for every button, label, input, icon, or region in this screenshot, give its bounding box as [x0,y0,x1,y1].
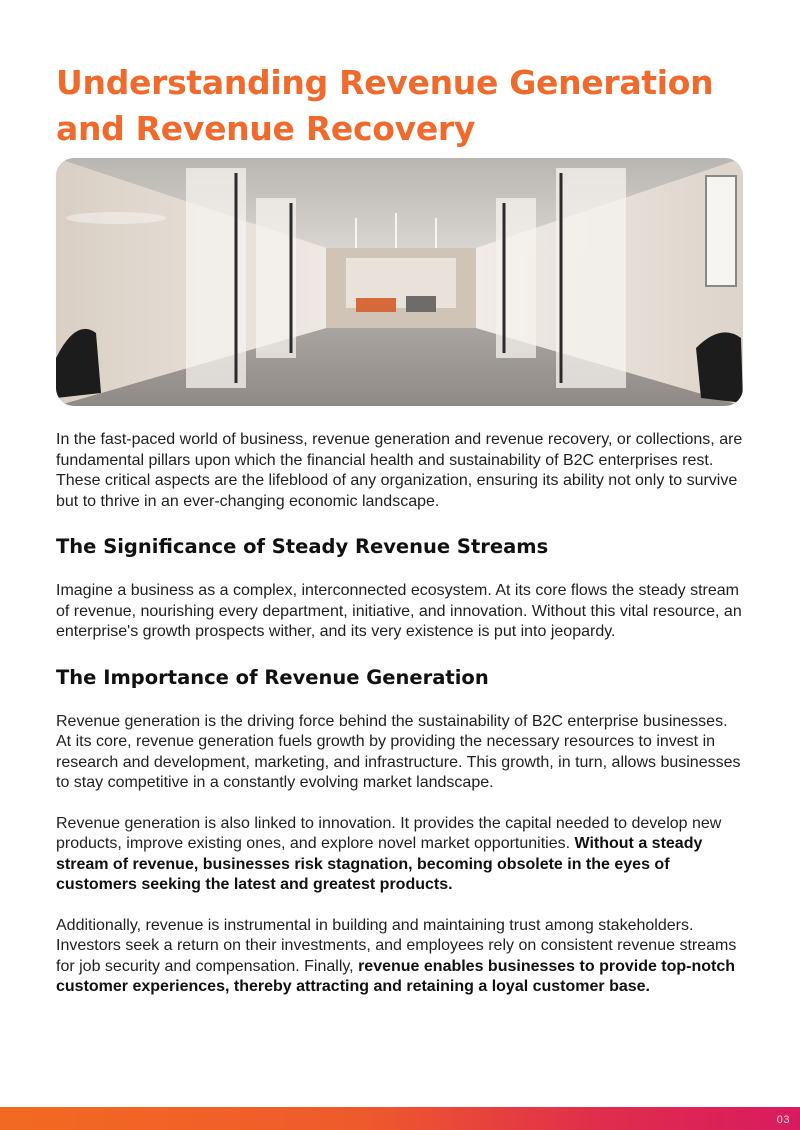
intro-paragraph: In the fast-paced world of business, revenue generation and revenue recovery, or collections, are fundamental pillars upon which the financial health and sustainability of B2C enterprises rest. These critical aspects are the lifeblood of any organization, ensuring its ability not only to survive but to thrive in an ever-changing economic landscape. [56,431,743,510]
hero-image [56,158,743,406]
paragraph-2-emphasis: Without a steady stream of revenue, businesses risk stagnation, becoming obsolete in the eyes of customers seeking the latest and greatest products. [56,835,703,893]
section-heading-steady-revenue: The Significance of Steady Revenue Streams [56,535,549,558]
section-heading-revenue-generation: The Importance of Revenue Generation [56,665,489,689]
revenue-generation-paragraph-1: Revenue generation is the driving force behind the sustainability of B2C enterprise businesses. At its core, revenue generation fuels growth by providing the necessary resources to invest in research and development, marketing, and infrastructure. This growth, in turn, allows businesses to stay competitive in a constantly evolving market landscape. [56,712,741,791]
main-content [56,430,746,998]
page-number: 03 [776,1114,790,1126]
paragraph-2-text: Revenue generation is also linked to innovation. It provides the capital needed to develop new products, improve existing ones, and explore novel market opportunities. [56,814,722,852]
office-corridor-photo [56,158,743,406]
footer-gradient-bar [0,1107,800,1130]
revenue-generation-paragraph-2 [56,814,746,896]
revenue-generation-paragraph-3 [56,916,746,998]
paragraph-3-emphasis: revenue enables businesses to provide top-notch customer experiences, thereby attracting and retaining a loyal customer base. [56,957,736,995]
paragraph-3-text: Additionally, revenue is instrumental in building and maintaining trust among stakeholders. Investors seek a return on their investments, and employees rely on consistent revenue streams for job security and compensation. Finally, [56,916,737,975]
page-title: Understanding Revenue Generation and Revenue Recovery [56,63,714,148]
steady-revenue-paragraph: Imagine a business as a complex, interconnected ecosystem. At its core flows the steady stream of revenue, nourishing every department, initiative, and innovation. Without this vital resource, an enterprise's growth prospects wither, and its very existence is put into jeopardy. [56,582,742,640]
